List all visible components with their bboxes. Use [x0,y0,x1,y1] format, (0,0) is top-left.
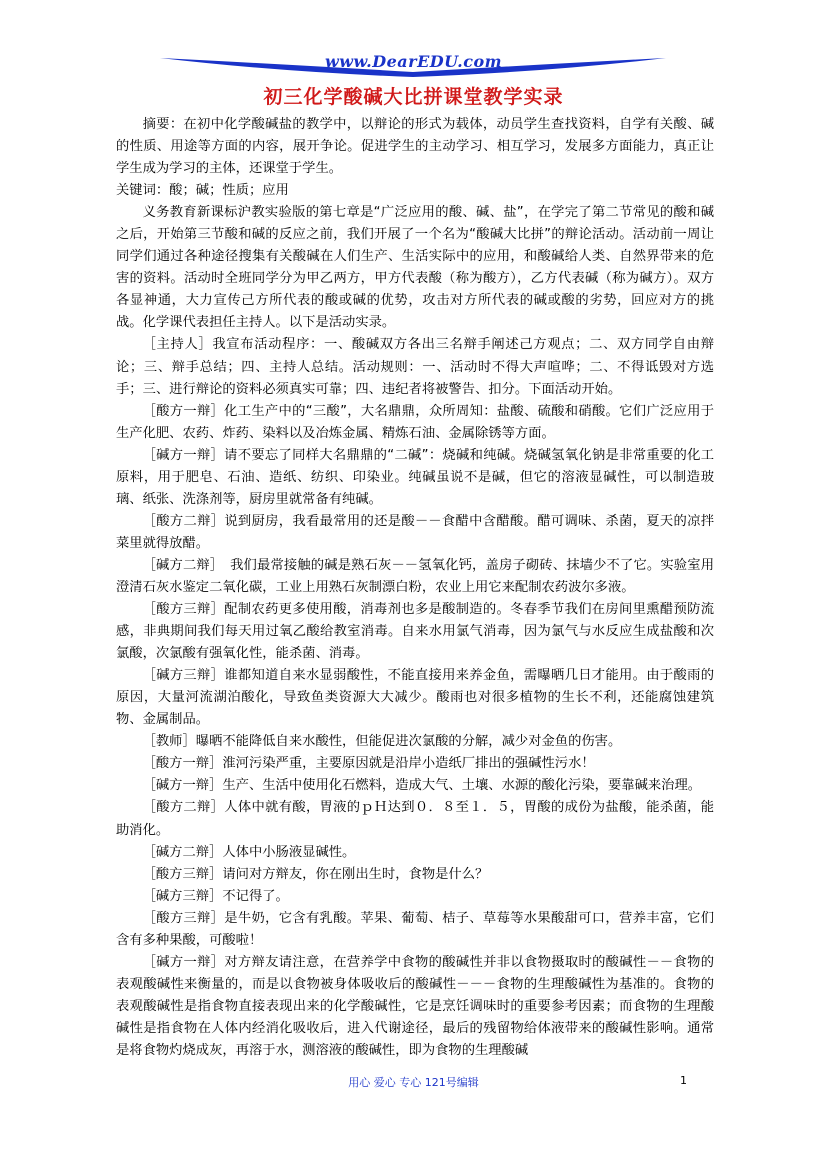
body-paragraph: ［碱方三辩］谁都知道自来水显弱酸性，不能直接用来养金鱼，需曝晒几日才能用。由于酸雨的原因，大量河流湖泊酸化，导致鱼类资源大大减少。酸雨也对很多植物的生长不利，还能腐蚀建筑物、金属制品。 [116,668,714,728]
site-header [0,50,827,80]
page-number: 1 [680,1074,687,1087]
body-paragraph: ［酸方一辩］化工生产中的“三酸”，大名鼎鼎，众所周知：盐酸、硫酸和硝酸。它们广泛应用于生产化肥、农药、炸药、染料以及冶炼金属、精炼石油、金属除锈等方面。 [116,403,714,441]
body-paragraph: ［碱方二辩］ 我们最常接触的碱是熟石灰－－氢氧化钙，盖房子砌砖、抹墙少不了它。实验室用澄清石灰水鉴定二氧化碳，工业上用熟石灰制漂白粉，农业上用它来配制农药波尔多液。 [116,557,714,595]
body-paragraph: 义务教育新课标沪教实验版的第七章是“广泛应用的酸、碱、盐”，在学完了第二节常见的酸和碱之后，开始第三节酸和碱的反应之前，我们开展了一个名为“酸碱大比拼”的辩论活动。活动前一周让同学们通过各种途径搜集有关酸碱在人们生产、生活实际中的应用，和酸碱给人类、自然界带来的危害的资料。活动时全班同学分为甲乙两方，甲方代表酸（称为酸方），乙方代表碱（称为碱方）。双方各显神通，大力宣传己方所代表的酸或碱的优势，攻击对方所代表的碱或酸的劣势，回应对方的挑战。化学课代表担任主持人。以下是活动实录。 [116,205,714,331]
body-paragraph: ［酸方三辩］配制农药更多使用酸，消毒剂也多是酸制造的。冬春季节我们在房间里熏醋预防流感，非典期间我们每天用过氧乙酸给教室消毒。自来水用氯气消毒，因为氯气与水反应生成盐酸和次氯酸，次氯酸有强氧化性，能杀菌、消毒。 [116,602,714,662]
body-paragraph: ［酸方二辩］人体中就有酸，胃液的ｐＨ达到０．８至１．５，胃酸的成份为盐酸，能杀菌，能助消化。 [116,800,714,838]
footer-text: 用心 爱心 专心 121号编辑 [348,1076,479,1089]
document-body [116,114,714,1062]
keywords-line: 关键词：酸；碱；性质；应用 [116,183,289,199]
body-paragraph: ［碱方一辩］请不要忘了同样大名鼎鼎的“二碱”：烧碱和纯碱。烧碱氢氧化钠是非常重要的化工原料，用于肥皂、石油、造纸、纺织、印染业。纯碱虽说不是碱，但它的溶液显碱性，可以制造玻璃、纸张、洗涤剂等，厨房里就常备有纯碱。 [116,447,714,507]
abstract-paragraph: 摘要：在初中化学酸碱盐的教学中，以辩论的形式为载体，动员学生查找资料，自学有关酸、碱的性质、用途等方面的内容，展开争论。促进学生的主动学习、相互学习，发展多方面能力，真正让学生成为学习的主体，还课堂于学生。 [116,117,714,177]
page-title: 初三化学酸碱大比拼课堂教学实录 [263,86,564,108]
body-paragraph: ［碱方二辩］人体中小肠液显碱性。 [142,844,356,860]
body-paragraph: ［碱方一辩］生产、生活中使用化石燃料，造成大气、土壤、水源的酸化污染，要靠碱来治理。 [142,778,702,794]
site-url[interactable]: www.DearEDU.com [324,52,503,71]
body-paragraph: ［碱方三辩］不记得了。 [142,888,289,904]
body-paragraph: ［教师］曝晒不能降低自来水酸性，但能促进次氯酸的分解，减少对金鱼的伤害。 [142,734,622,750]
body-paragraph: ［碱方一辩］对方辩友请注意，在营养学中食物的酸碱性并非以食物摄取时的酸碱性－－食物的表观酸碱性来衡量的，而是以食物被身体吸收后的酸碱性－－－食物的生理酸碱性为基准的。食物的表观酸碱性是指食物直接表现出来的化学酸碱性，它是烹饪调味时的重要参考因素；而食物的生理酸碱性是指食物在人体内经消化吸收后，进入代谢途径，最后的残留物给体液带来的酸碱性影响。通常是将食物灼烧成灰，再溶于水，测溶液的酸碱性，即为食物的生理酸碱 [116,954,714,1058]
page-footer [0,1074,827,1094]
body-paragraph: ［酸方一辩］淮河污染严重，主要原因就是沿岸小造纸厂排出的强碱性污水！ [142,756,595,772]
body-paragraph: ［酸方三辩］是牛奶，它含有乳酸。苹果、葡萄、桔子、草莓等水果酸甜可口，营养丰富，它们含有多种果酸，可酸啦！ [116,910,714,948]
body-paragraph: ［酸方二辩］说到厨房，我看最常用的还是酸－－食醋中含醋酸。醋可调味、杀菌，夏天的凉拌菜里就得放醋。 [116,513,714,551]
body-paragraph: ［酸方三辩］请问对方辩友，你在刚出生时，食物是什么？ [142,866,489,882]
body-paragraph: ［主持人］我宣布活动程序：一、酸碱双方各出三名辩手阐述己方观点；二、双方同学自由辩论；三、辩手总结；四、主持人总结。活动规则：一、活动时不得大声喧哗；二、不得诋毁对方选手；三、进行辩论的资料必须真实可靠；四、违纪者将被警告、扣分。下面活动开始。 [116,337,714,397]
